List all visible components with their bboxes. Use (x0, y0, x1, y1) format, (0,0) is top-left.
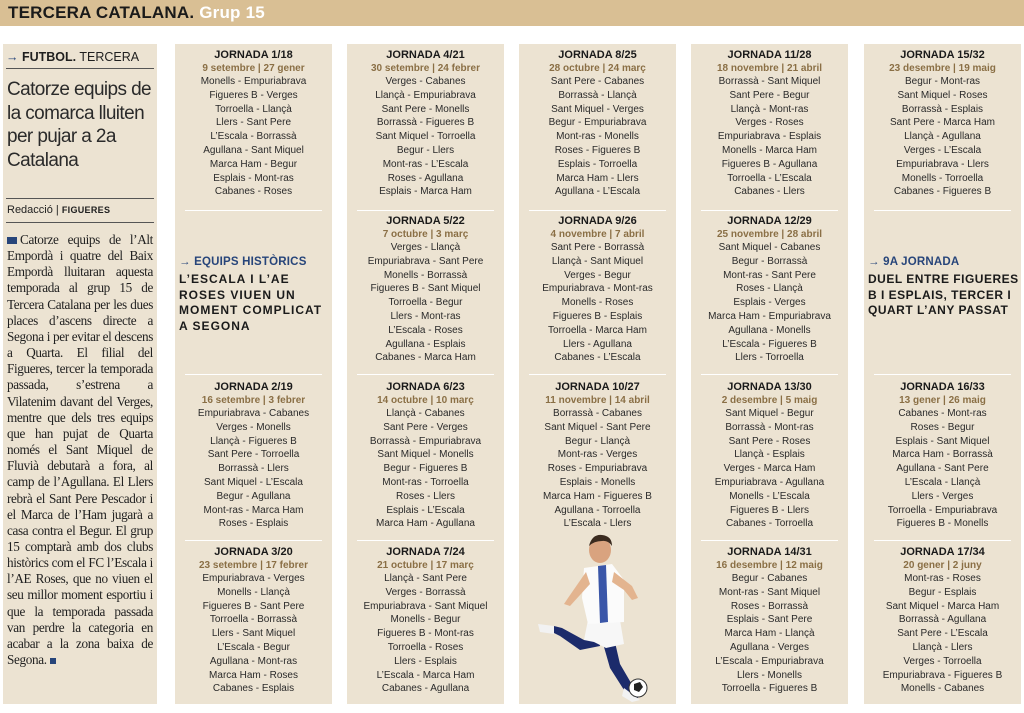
article-column (3, 44, 157, 704)
match: Sant Miquel - Torroella (375, 131, 476, 143)
match: Llançà - Sant Pere (384, 573, 467, 584)
jornada-dates: 30 setembre | 24 febrer (371, 63, 480, 74)
jornada-dates: 25 novembre | 28 abril (716, 229, 823, 240)
match: Marca Ham - Figueres B (543, 490, 652, 502)
match: Sant Miquel - Marca Ham (885, 600, 1000, 612)
match: Esplais - Marca Ham (379, 186, 472, 198)
jornada-12 (691, 215, 848, 365)
match: Sant Miquel - Verges (551, 103, 644, 115)
headline-divider (6, 198, 154, 199)
match: Marca Ham - Llançà (724, 628, 815, 640)
match: Marca Ham - Empuriabrava (708, 310, 831, 322)
jornada-title: JORNADA 2/19 (214, 381, 293, 393)
jornada-title: JORNADA 8/25 (558, 49, 637, 61)
match: Torroella - Marca Ham (548, 324, 647, 336)
match: Torroella - Borrassà (209, 614, 298, 626)
match: Begur - Llançà (564, 435, 631, 447)
match: Verges - Cabanes (385, 76, 466, 87)
match: Figueres B - Monells (896, 518, 989, 530)
match: Sant Pere - Cabanes (550, 76, 645, 87)
jornada-6 (347, 381, 504, 531)
match: Sant Pere - L’Escala (897, 628, 988, 640)
match: Sant Miquel - Sant Pere (544, 421, 651, 433)
match: Torroella - Figueres B (721, 683, 818, 695)
match: Esplais - Sant Miquel (895, 435, 990, 447)
match: Verges - Borrassà (385, 586, 466, 598)
article-byline (7, 204, 110, 216)
jornada-dates: 23 setembre | 17 febrer (199, 560, 308, 571)
match: Roses - Borrassà (730, 600, 809, 612)
jornada-title: JORNADA 14/31 (727, 546, 812, 558)
match: Begur - Esplais (908, 586, 977, 598)
jornada-9 (519, 215, 676, 365)
jornada-title: JORNADA 17/34 (900, 546, 985, 558)
football-player-photo (528, 528, 668, 704)
jornada-4 (347, 49, 504, 199)
match: Marca Ham - Begur (209, 158, 298, 170)
match: Sant Pere - Borrassà (550, 242, 645, 253)
jornada-17 (864, 546, 1021, 696)
jornada-1 (175, 49, 332, 199)
match: Empuriabrava - Esplais (717, 131, 822, 143)
jornada-dates: 9 setembre | 27 gener (202, 63, 305, 74)
kicker-sport: FUTBOL. (21, 50, 77, 64)
match: Esplais - Monells (559, 476, 636, 488)
feature-kicker: → EQUIPS HISTÒRICS (179, 256, 307, 268)
match: Empuriabrava - Agullana (714, 476, 825, 488)
match: Verges - Begur (564, 269, 631, 281)
match: Borrassà - Sant Miquel (718, 76, 821, 87)
match: Cabanes - Figueres B (893, 186, 992, 198)
article-headline: Catorze equips de la comarca lluiten per pujar a 2a Catalana (7, 79, 152, 171)
jornada-title: JORNADA 4/21 (386, 49, 465, 61)
match: Roses - Esplais (218, 518, 289, 530)
match: Monells - Begur (390, 614, 461, 626)
match: Roses - Begur (910, 421, 975, 433)
jornada-dates: 16 setembre | 3 febrer (201, 395, 306, 406)
match: Llers - Verges (911, 490, 974, 502)
jornada-dates: 28 octubre | 24 març (549, 63, 646, 74)
article-body (7, 232, 153, 668)
block-divider (185, 210, 322, 211)
match: Llançà - Agullana (904, 131, 981, 143)
match: Llers - Mont-ras (390, 310, 461, 322)
jornada-title: JORNADA 16/33 (900, 381, 985, 393)
match: Sant Pere - Marca Ham (889, 117, 996, 129)
match: Cabanes - Llers (734, 186, 805, 198)
schedule-column-2 (347, 44, 504, 704)
block-divider (874, 374, 1011, 375)
match: Cabanes - Mont-ras (898, 408, 987, 419)
match: Monells - Torroella (901, 172, 984, 184)
feature-kicker: → 9A JORNADA (868, 256, 960, 268)
jornada-title: JORNADA 5/22 (386, 215, 465, 227)
match: Llançà - Figueres B (210, 435, 297, 447)
match: Llançà - Sant Miquel (551, 255, 644, 267)
match: Begur - Figueres B (383, 463, 468, 475)
match: Begur - Llers (396, 144, 455, 156)
match: Sant Miquel - Begur (725, 408, 814, 419)
match: Marca Ham - Roses (209, 669, 298, 681)
match: Llançà - Empuriabrava (375, 89, 476, 101)
match: Llers - Sant Pere (215, 117, 292, 129)
match: Torroella - L’Escala (727, 172, 812, 184)
match: Torroella - Roses (387, 641, 464, 653)
match: L’Escala - Figueres B (722, 338, 817, 350)
match: Agullana - Monells (728, 324, 811, 336)
match: L’Escala - Marca Ham (376, 669, 475, 681)
match: Cabanes - Torroella (725, 518, 814, 530)
match: Esplais - L’Escala (386, 504, 465, 516)
block-divider (874, 540, 1011, 541)
match: Agullana - L’Escala (554, 186, 641, 198)
match: Cabanes - Agullana (381, 683, 470, 695)
jornada-title: JORNADA 1/18 (214, 49, 293, 61)
match: Roses - Empuriabrava (547, 463, 648, 475)
section-header (0, 0, 1024, 26)
match: Monells - Cabanes (900, 683, 985, 695)
jornada-dates: 13 gener | 26 maig (899, 395, 986, 406)
match: Borrassà - Mont-ras (725, 421, 814, 433)
match: Roses - Agullana (387, 172, 464, 184)
match: Empuriabrava - Verges (202, 573, 305, 584)
match: Figueres B - Mont-ras (377, 628, 474, 640)
jornada-title: JORNADA 7/24 (386, 546, 465, 558)
match: Llançà - Cabanes (386, 408, 465, 419)
match: Llançà - Mont-ras (730, 103, 809, 115)
match: Monells - Llançà (217, 586, 290, 598)
match: Mont-ras - L’Escala (382, 158, 469, 170)
match: Sant Pere - Torroella (207, 449, 300, 461)
jornada-dates: 23 desembre | 19 maig (889, 63, 996, 74)
match: Agullana - Esplais (385, 338, 466, 350)
jornada-title: JORNADA 10/27 (555, 381, 640, 393)
match: Llers - Torroella (735, 352, 804, 364)
block-divider (701, 210, 838, 211)
kicker-divider (6, 68, 154, 69)
match: L’Escala - Borrassà (210, 131, 297, 143)
jornada-dates: 2 desembre | 5 maig (721, 395, 818, 406)
match: Mont-ras - Torroella (382, 476, 469, 488)
jornada-10 (519, 381, 676, 531)
match: Empuriabrava - Llers (896, 158, 989, 170)
feature-headline: L’ESCALA I L’AE ROSES VIUEN UN MOMENT COMPLICAT A SEGONA (179, 272, 323, 333)
start-square-icon (7, 237, 17, 244)
match: L’Escala - Llançà (904, 476, 981, 488)
jornada-title: JORNADA 6/23 (386, 381, 465, 393)
arrow-icon: → (6, 50, 19, 64)
match: Marca Ham - Borrassà (892, 449, 993, 461)
match: Esplais - Verges (733, 297, 806, 309)
match: Figueres B - Agullana (721, 158, 818, 170)
match: Borrassà - Llançà (558, 89, 637, 101)
match: Agullana - Torroella (554, 504, 641, 516)
match: Begur - Borrassà (731, 255, 808, 267)
match: Figueres B - Sant Pere (202, 600, 305, 612)
match: L’Escala - Begur (217, 641, 290, 653)
match: Empuriabrava - Sant Pere (367, 255, 484, 267)
block-divider (701, 540, 838, 541)
match: Torroella - Empuriabrava (887, 504, 998, 516)
schedule-column-1 (175, 44, 332, 704)
match: Roses - Llers (396, 490, 455, 502)
match: Agullana - Mont-ras (209, 655, 298, 667)
byline-author: Redacció | (7, 204, 59, 216)
match: Llançà - Esplais (734, 449, 805, 461)
match: Agullana - Verges (730, 641, 809, 653)
match: Cabanes - Roses (214, 186, 293, 198)
block-divider (357, 374, 494, 375)
jornada-dates: 18 novembre | 21 abril (716, 63, 823, 74)
jornada-title: JORNADA 9/26 (558, 215, 637, 227)
match: Monells - Roses (561, 297, 634, 309)
jornada-13 (691, 381, 848, 531)
match: Empuriabrava - Cabanes (197, 408, 310, 419)
match: Begur - Mont-ras (904, 76, 981, 87)
block-divider (874, 210, 1011, 211)
block-divider (529, 210, 666, 211)
jornada-dates: 20 gener | 2 juny (903, 560, 982, 571)
match: Figueres B - Sant Miquel (370, 283, 481, 295)
end-square-icon (50, 658, 56, 664)
match: Llers - Sant Miquel (211, 628, 296, 640)
match: Llers - Agullana (563, 338, 632, 350)
match: Borrassà - Cabanes (553, 408, 642, 419)
match: Sant Pere - Verges (383, 421, 468, 433)
jornada-5 (347, 215, 504, 365)
jornada-dates: 14 octubre | 10 març (377, 395, 474, 406)
match: Verges - L’Escala (903, 144, 982, 156)
jornada-title: JORNADA 11/28 (727, 49, 812, 61)
match: Mont-ras - Monells (556, 131, 639, 143)
match: Verges - Marca Ham (723, 463, 816, 475)
match: Esplais - Torroella (557, 158, 638, 170)
match: Roses - Llançà (736, 283, 803, 295)
jornada-title: JORNADA 13/30 (727, 381, 812, 393)
match: Verges - Roses (735, 117, 804, 129)
match: Sant Miquel - Monells (377, 449, 474, 461)
article-body-text: Catorze equips de l’Alt Empordà i quatre del Baix Empordà lluitaran aquesta temporada al grup 15 de Tercera Catalana per les dues places d’ascens directe a Segona i per evitar el descens a Quarta. El filial del Figueres, tercer la temporada passada, s’estrena a Vilatenim davant del Verges, mentre que dels tres equips que han pujat de Quarta només el Sant Miquel de Fluvià debutarà a fora, al camp de l’Agullana. El Llers rebrà el Sant Pere Pescador i el Marca de l’Ham jugarà a casa contra el Begur. El grup 15 comptarà amb dos clubs històrics com el FC l’Escala i l’AE Roses, que no viuen el seu millor moment esportiu i que la temporada passada van perdre la categoria en acabar a la zona baixa de Segona. (7, 232, 153, 668)
match: Figueres B - Esplais (552, 310, 643, 322)
match: L’Escala - Empuriabrava (715, 655, 824, 667)
match: Mont-ras - Sant Miquel (718, 586, 821, 598)
match: Borrassà - Esplais (901, 103, 984, 115)
jornada-11 (691, 49, 848, 199)
schedule-column-4 (691, 44, 848, 704)
block-divider (185, 540, 322, 541)
match: Empuriabrava - Sant Miquel (363, 600, 488, 612)
match: Llançà - Llers (912, 641, 973, 653)
section-title (8, 3, 265, 23)
block-divider (357, 540, 494, 541)
match: Begur - Empuriabrava (548, 117, 647, 129)
match: Monells - Borrassà (383, 269, 468, 281)
match: Figueres B - Verges (209, 89, 298, 101)
match: L’Escala - Llers (563, 518, 632, 530)
match: Sant Pere - Monells (381, 103, 470, 115)
jornada-2 (175, 381, 332, 531)
match: Torroella - Llançà (215, 103, 292, 115)
kicker-category: TERCERA (79, 50, 140, 64)
jornada-7 (347, 546, 504, 696)
match: Marca Ham - Agullana (376, 518, 475, 530)
match: Cabanes - L’Escala (554, 352, 641, 364)
jornada-title: JORNADA 12/29 (727, 215, 812, 227)
jornada-dates: 21 octubre | 17 març (377, 560, 474, 571)
feature-headline: DUEL ENTRE FIGUERES B I ESPLAIS, TERCER I QUART L’ANY PASSAT (868, 272, 1019, 317)
match: Roses - Figueres B (554, 144, 641, 156)
match: Begur - Agullana (216, 490, 291, 502)
match: Borrassà - Agullana (898, 614, 987, 626)
jornada-dates: 11 novembre | 14 abril (545, 395, 650, 406)
section-title-sub: Grup 15 (199, 3, 265, 22)
match: Verges - Monells (216, 421, 291, 433)
block-divider (529, 374, 666, 375)
block-divider (701, 374, 838, 375)
match: Agullana - Sant Miquel (203, 144, 304, 156)
match: Figueres B - Llers (730, 504, 809, 516)
match: Sant Pere - Roses (728, 435, 811, 447)
jornada-title: JORNADA 3/20 (214, 546, 293, 558)
block-divider (185, 374, 322, 375)
match: Monells - L’Escala (729, 490, 810, 502)
match: Esplais - Mont-ras (213, 172, 294, 184)
feature-equips-historics (179, 256, 331, 334)
match: Borrassà - Llers (218, 463, 289, 475)
jornada-14 (691, 546, 848, 696)
jornada-dates: 4 novembre | 7 abril (550, 229, 645, 240)
schedule-column-5 (864, 44, 1021, 704)
match: Mont-ras - Roses (904, 573, 981, 584)
jornada-3 (175, 546, 332, 696)
match: Sant Pere - Begur (729, 89, 810, 101)
match: Sant Miquel - Cabanes (718, 242, 821, 253)
match: Agullana - Sant Pere (896, 463, 989, 475)
match: Cabanes - Marca Ham (375, 352, 476, 364)
match: Borrassà - Empuriabrava (369, 435, 482, 447)
match: Mont-ras - Marca Ham (203, 504, 304, 516)
jornada-15 (864, 49, 1021, 199)
match: Monells - Marca Ham (721, 144, 818, 156)
match: Verges - Torroella (903, 655, 982, 667)
match: Torroella - Begur (388, 297, 463, 309)
match: Llers - Monells (736, 669, 803, 681)
jornada-dates: 16 desembre | 12 maig (716, 560, 823, 571)
match: Cabanes - Esplais (212, 683, 295, 695)
match: Empuriabrava - Mont-ras (542, 283, 653, 295)
byline-location: FIGUERES (61, 205, 111, 215)
match: Empuriabrava - Figueres B (882, 669, 1003, 681)
jornada-8 (519, 49, 676, 199)
feature-9a-jornada (868, 256, 1020, 319)
match: Verges - Llançà (390, 242, 461, 253)
match: Begur - Cabanes (731, 573, 808, 584)
block-divider (357, 210, 494, 211)
byline-divider (6, 222, 154, 223)
match: Monells - Empuriabrava (200, 76, 307, 87)
match: Llers - Esplais (394, 655, 457, 667)
match: Mont-ras - Sant Pere (723, 269, 816, 281)
article-kicker (6, 50, 139, 64)
jornada-16 (864, 381, 1021, 531)
match: Borrassà - Figueres B (376, 117, 475, 129)
match: Sant Miquel - Roses (897, 89, 988, 101)
match: Sant Miquel - L’Escala (204, 476, 303, 488)
jornada-dates: 7 octubre | 3 març (382, 229, 469, 240)
match: Marca Ham - Llers (556, 172, 639, 184)
match: Mont-ras - Verges (557, 449, 638, 461)
match: Esplais - Sant Pere (726, 614, 813, 626)
jornada-title: JORNADA 15/32 (900, 49, 985, 61)
match: L’Escala - Roses (388, 324, 463, 336)
section-title-main: TERCERA CATALANA. (8, 3, 195, 22)
